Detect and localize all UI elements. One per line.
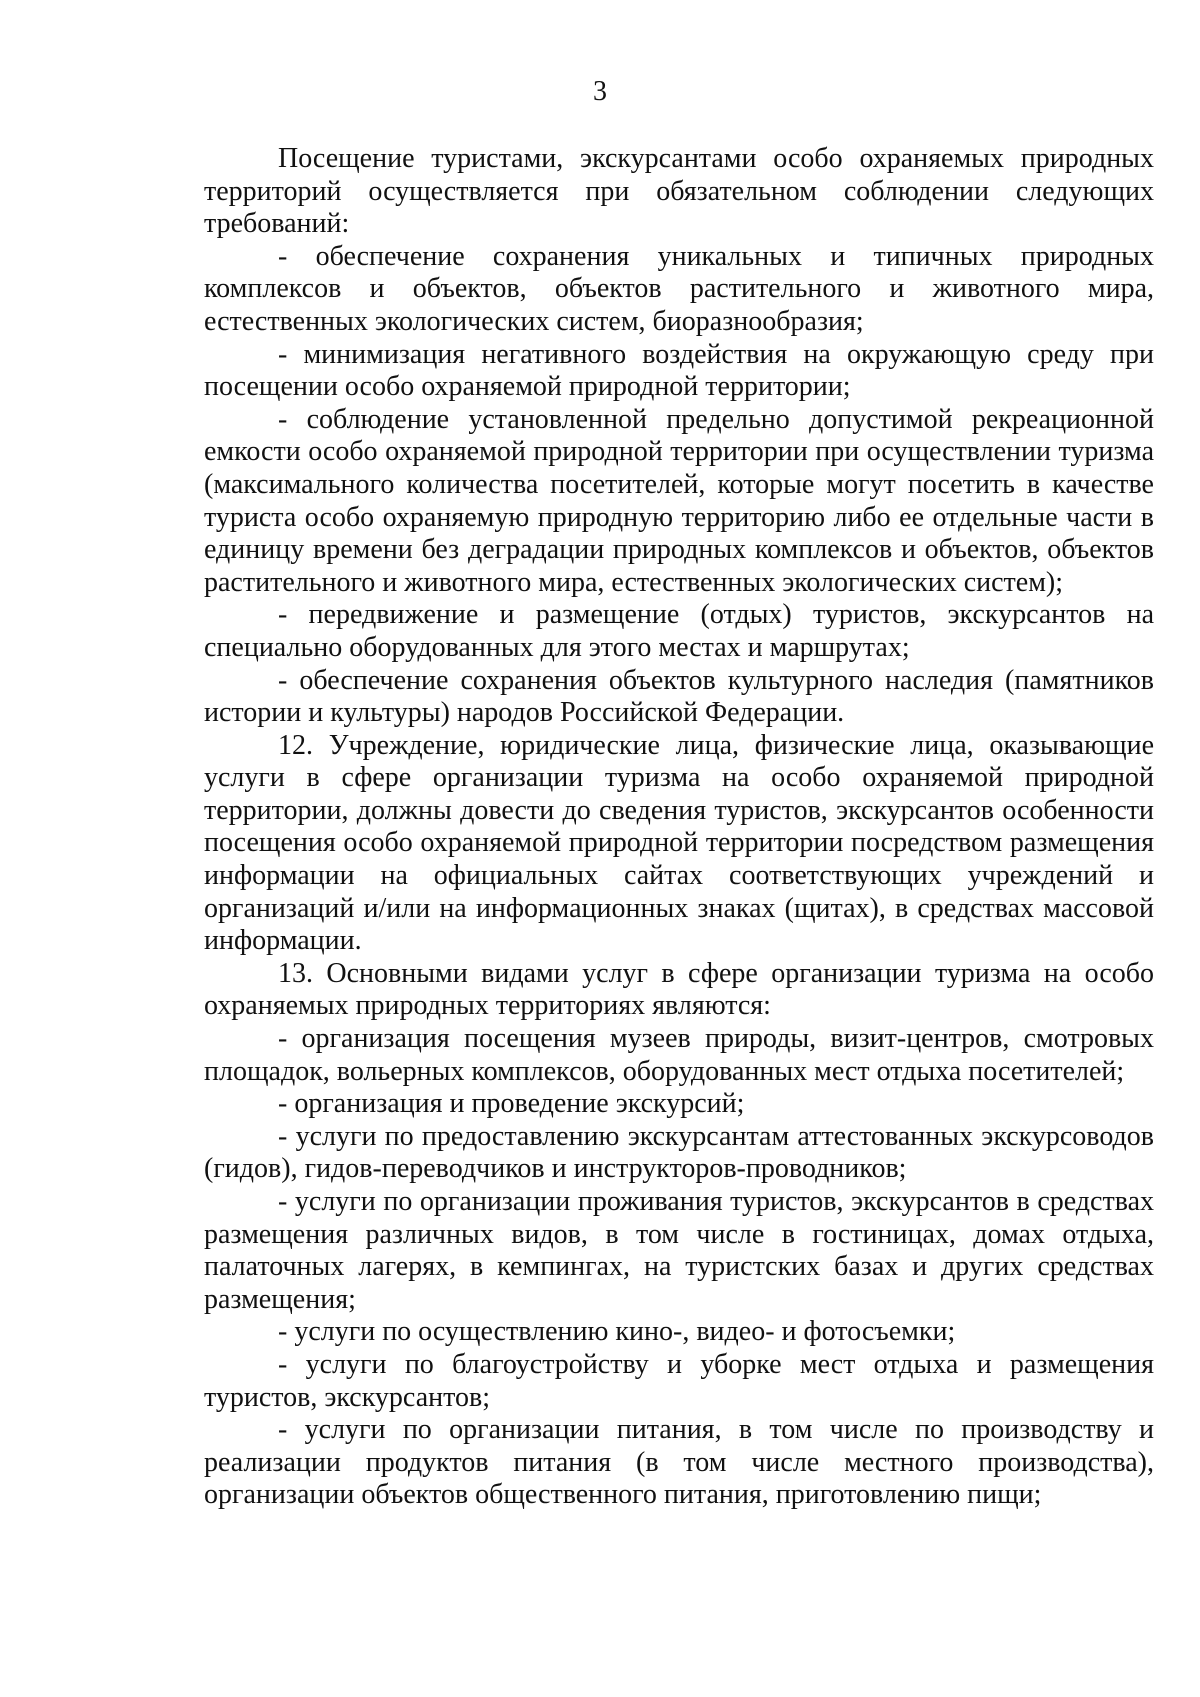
- paragraph-service-guides: - услуги по предоставлению экскурсантам аттестованных экскурсоводов (гидов), гидов-переводчиков и инструкторов-проводников;: [204, 1120, 1154, 1185]
- document-body: [204, 143, 1154, 1512]
- paragraph-requirement-movement: - передвижение и размещение (отдых) туристов, экскурсантов на специально оборудованных для этого местах и маршрутах;: [204, 599, 1154, 663]
- paragraph-service-catering: - услуги по организации питания, в том числе по производству и реализации продуктов питания (в том числе местного производства), организации объектов общественного питания, приготовлению пищи;: [204, 1414, 1154, 1511]
- paragraph-service-museums: - организация посещения музеев природы, визит-центров, смотровых площадок, вольерных комплексов, оборудованных мест отдыха посетителей;: [204, 1023, 1154, 1087]
- paragraph-item-13: 13. Основными видами услуг в сфере организации туризма на особо охраняемых природных территориях являются:: [204, 957, 1154, 1022]
- paragraph-requirement-capacity: - соблюдение установленной предельно допустимой рекреационной емкости особо охраняемой природной территории при осуществлении туризма (максимального количества посетителей, которые могут посетить в качестве туриста особо охраняемую природную территорию либо ее отдельные части в единицу времени без деградации природных комплексов и объектов, объектов растительного и животного мира, естественных экологических систем);: [204, 403, 1154, 598]
- paragraph-service-cleaning: - услуги по благоустройству и уборке мест отдыха и размещения туристов, экскурсантов;: [204, 1348, 1154, 1413]
- paragraph-service-accommodation: - услуги по организации проживания туристов, экскурсантов в средствах размещения различных видов, в том числе в гостиницах, домах отдыха, палаточных лагерях, в кемпингах, на туристских базах и других средствах размещения;: [204, 1186, 1154, 1315]
- paragraph-service-excursions: - организация и проведение экскурсий;: [278, 1088, 745, 1120]
- paragraph-requirement-heritage: - обеспечение сохранения объектов культурного наследия (памятников истории и культуры) народов Российской Федерации.: [204, 664, 1154, 729]
- paragraph-requirements-intro: Посещение туристами, экскурсантами особо охраняемых природных территорий осуществляется при обязательном соблюдении следующих требований:: [204, 143, 1154, 240]
- paragraph-item-12: 12. Учреждение, юридические лица, физические лица, оказывающие услуги в сфере организации туризма на особо охраняемой природной территории, должны довести до сведения туристов, экскурсантов особенности посещения особо охраняемой природной территории посредством размещения информации на официальных сайтах соответствующих учреждений и организаций и/или на информационных знаках (щитах), в средствах массовой информации.: [204, 729, 1154, 957]
- paragraph-service-filming: - услуги по осуществлению кино-, видео- и фотосъемки;: [278, 1316, 956, 1348]
- paragraph-requirement-minimization: - минимизация негативного воздействия на окружающую среду при посещении особо охраняемой природной территории;: [204, 338, 1154, 403]
- paragraph-requirement-preservation: - обеспечение сохранения уникальных и типичных природных комплексов и объектов, объектов растительного и животного мира, естественных экологических систем, биоразнообразия;: [204, 240, 1154, 337]
- page-number: 3: [593, 76, 607, 107]
